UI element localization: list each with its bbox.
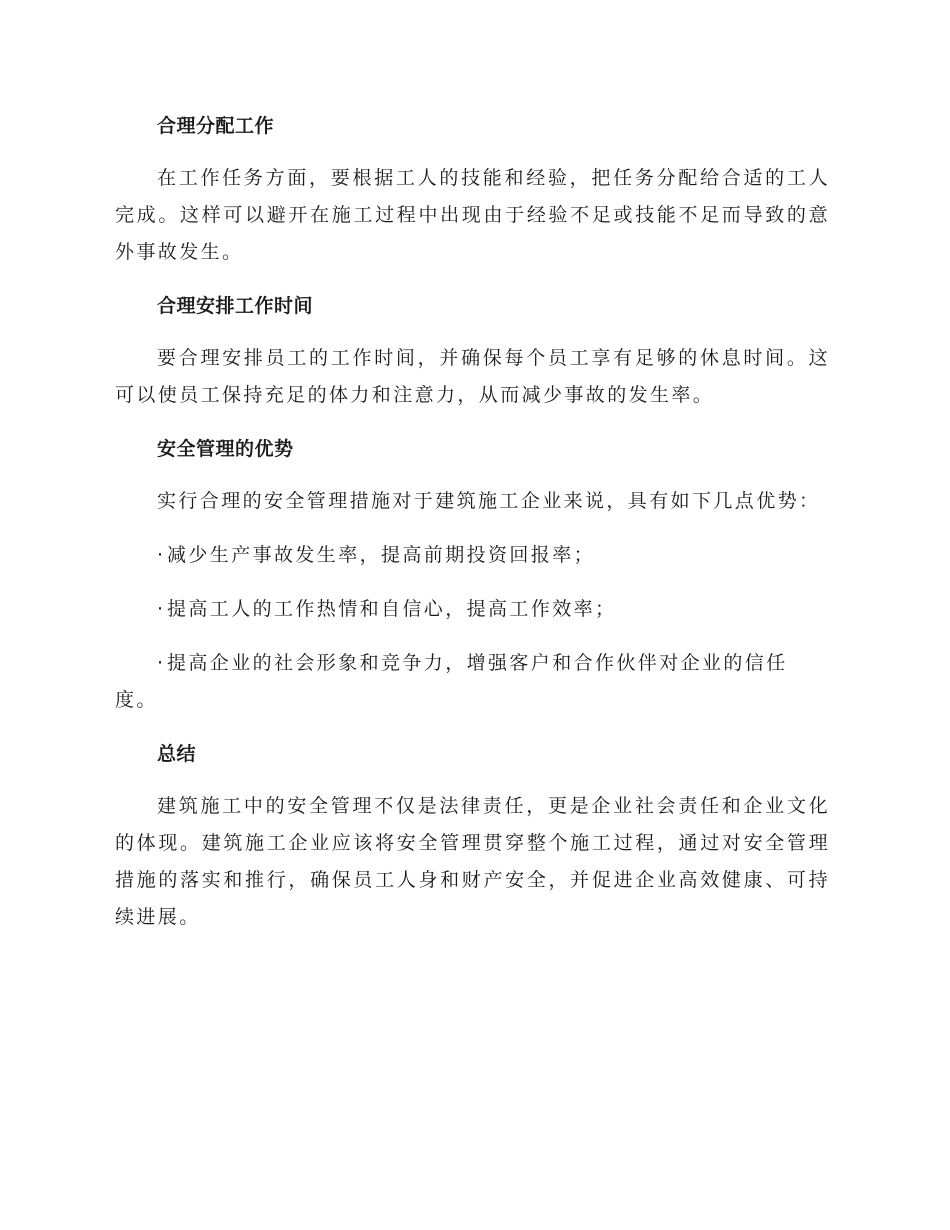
document-body bbox=[115, 108, 830, 936]
bullet-item bbox=[115, 591, 830, 628]
section-paragraph-safety-advantages: 实行合理的安全管理措施对于建筑施工企业来说，具有如下几点优势： bbox=[157, 490, 821, 512]
bullet-item bbox=[115, 645, 830, 719]
bullet-text: 提高企业的社会形象和竞争力，增强客户和合作伙伴对企业的信任度。 bbox=[115, 652, 788, 711]
section-heading-safety-advantages: 安全管理的优势 bbox=[157, 438, 294, 460]
section-heading-work-hours: 合理安排工作时间 bbox=[157, 295, 314, 317]
bullet-item bbox=[115, 537, 830, 574]
section-paragraph-work-allocation: 在工作任务方面，要根据工人的技能和经验，把任务分配给合适的工人完成。这样可以避开在施工过程中出现由于经验不足或技能不足而导致的意外事故发生。 bbox=[115, 167, 830, 263]
section-paragraph-work-hours: 要合理安排员工的工作时间，并确保每个员工享有足够的休息时间。这可以使员工保持充足的体力和注意力，从而减少事故的发生率。 bbox=[115, 347, 830, 406]
bullet-dot: · bbox=[157, 598, 166, 620]
bullet-text: 提高工人的工作热情和自信心，提高工作效率； bbox=[167, 598, 617, 620]
bullet-dot: · bbox=[157, 544, 166, 566]
bullet-text: 减少生产事故发生率，提高前期投资回报率； bbox=[167, 544, 596, 566]
section-heading-summary: 总结 bbox=[157, 743, 197, 765]
section-heading-work-allocation: 合理分配工作 bbox=[157, 115, 275, 137]
section-paragraph-summary: 建筑施工中的安全管理不仅是法律责任，更是企业社会责任和企业文化的体现。建筑施工企业应该将安全管理贯穿整个施工过程，通过对安全管理措施的落实和推行，确保员工人身和财产安全，并促进企业高效健康、可持续进展。 bbox=[115, 795, 830, 928]
bullet-dot: · bbox=[157, 652, 166, 674]
